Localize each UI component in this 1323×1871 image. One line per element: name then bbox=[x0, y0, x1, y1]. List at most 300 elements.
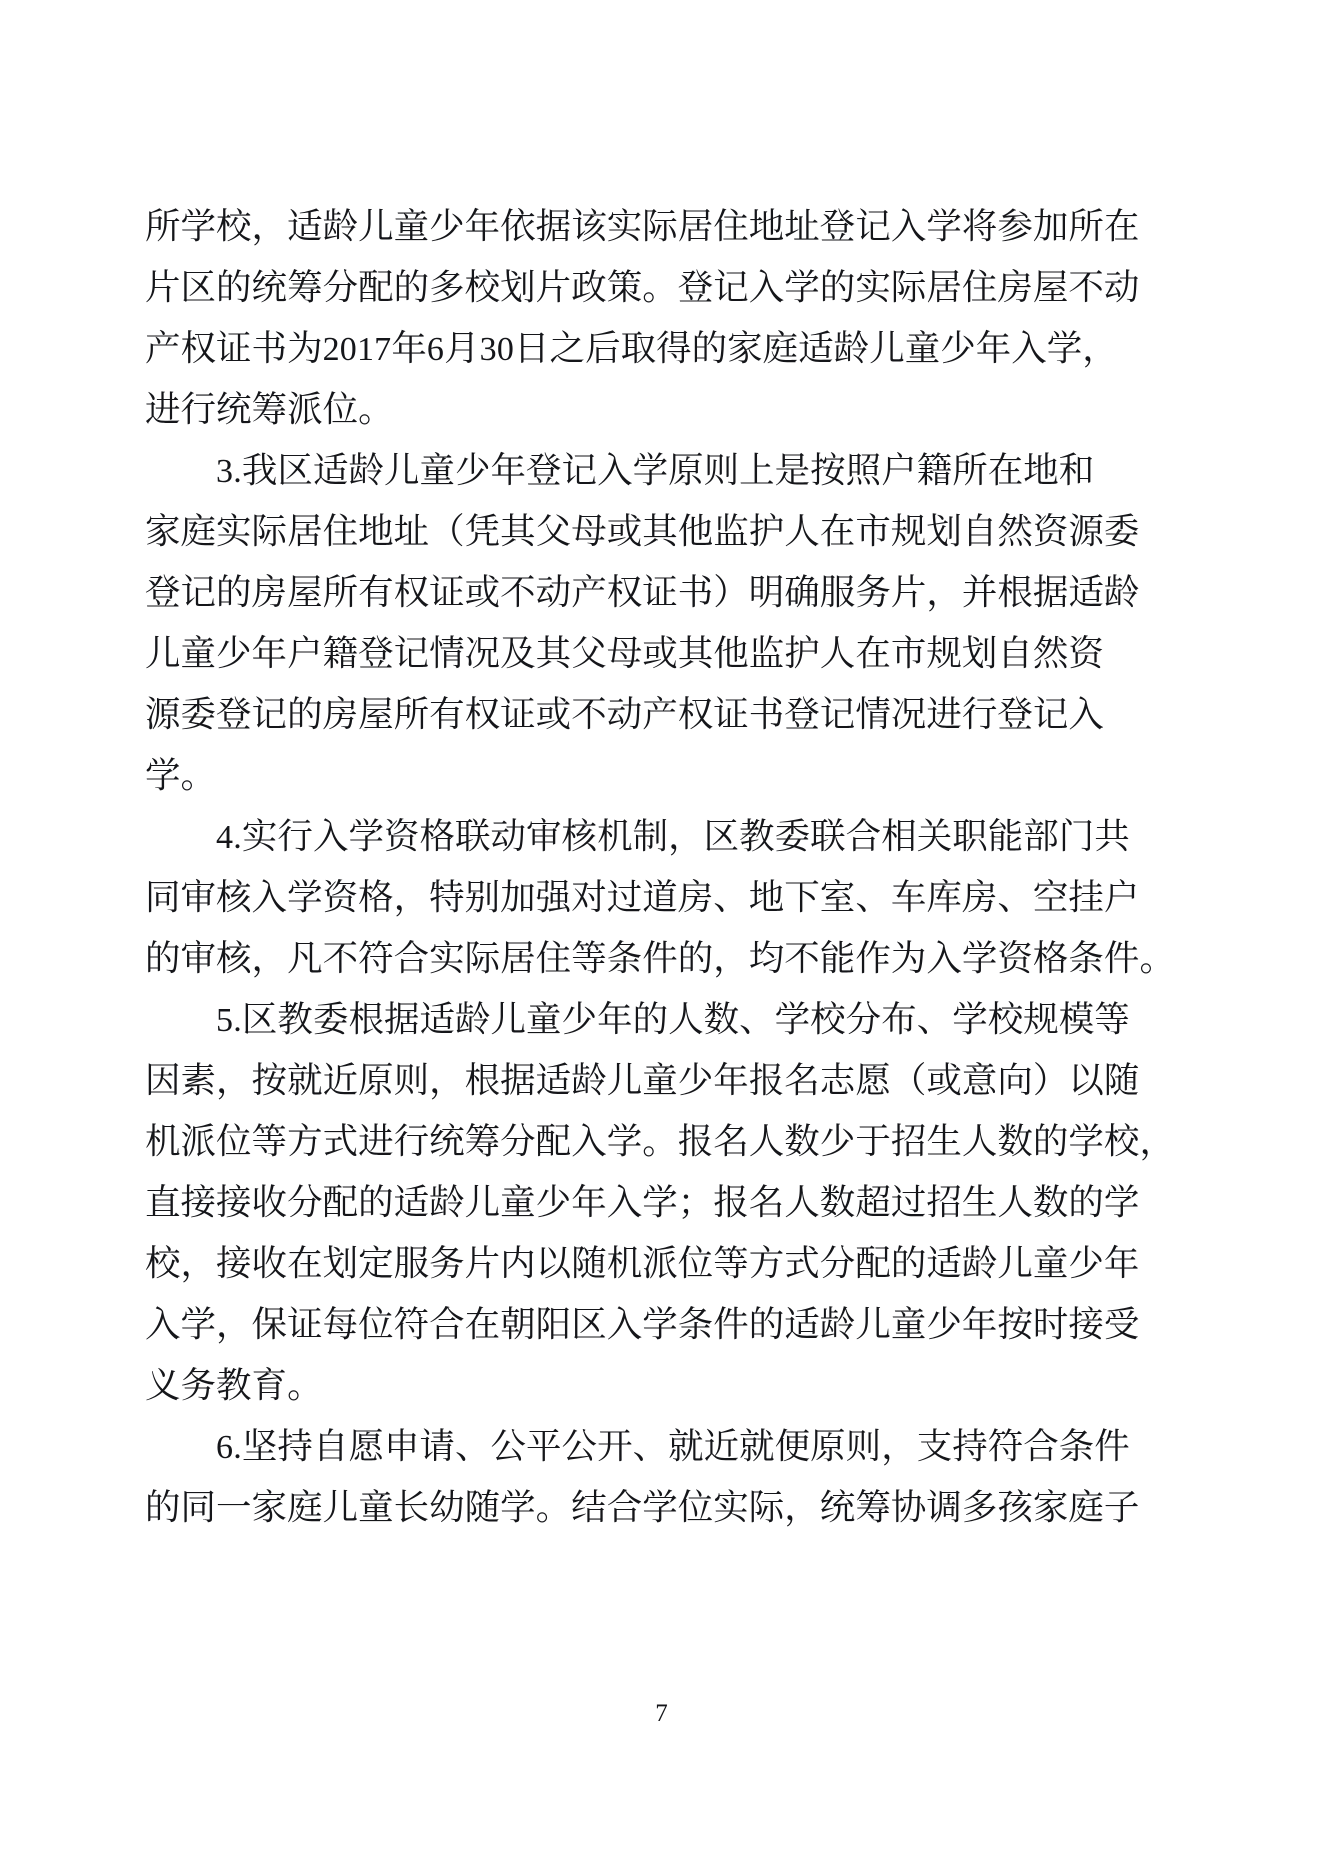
text-glyph: 年 bbox=[713, 1060, 749, 1100]
text-glyph: 的 bbox=[145, 938, 181, 978]
text-line bbox=[145, 1233, 1140, 1294]
text-glyph: ， bbox=[180, 1243, 217, 1283]
text-glyph: 学 bbox=[952, 999, 988, 1039]
text-glyph: 其 bbox=[535, 633, 572, 673]
text-glyph: ） bbox=[713, 572, 749, 612]
text-glyph: 符 bbox=[358, 938, 394, 978]
text-glyph: 别 bbox=[464, 877, 501, 917]
text-glyph: 能 bbox=[987, 816, 1024, 856]
text-line bbox=[145, 1172, 1140, 1233]
text-glyph: 居 bbox=[677, 206, 714, 246]
text-glyph: 动 bbox=[1103, 267, 1140, 307]
text-glyph: 符 bbox=[393, 1304, 430, 1344]
text-glyph: 自 bbox=[961, 511, 998, 551]
text-glyph: 父 bbox=[571, 633, 607, 673]
text-glyph: 近 bbox=[322, 1060, 359, 1100]
text-glyph: 为 bbox=[890, 938, 927, 978]
text-glyph: 情 bbox=[855, 694, 891, 734]
text-glyph: 。 bbox=[358, 389, 394, 429]
text-glyph: 。 bbox=[535, 1487, 572, 1527]
text-glyph: 过 bbox=[890, 1182, 927, 1222]
text-glyph: 产 bbox=[571, 572, 607, 612]
text-glyph: 持 bbox=[952, 1426, 988, 1466]
text-glyph: 人 bbox=[961, 1121, 998, 1161]
text-glyph: 地 bbox=[358, 511, 394, 551]
text-glyph: 片 bbox=[464, 1243, 501, 1283]
text-glyph: 的 bbox=[1068, 1182, 1104, 1222]
text-line bbox=[145, 1111, 1175, 1172]
text-glyph: 适 bbox=[535, 1060, 572, 1100]
text-glyph: 凡 bbox=[287, 938, 323, 978]
text-glyph: 得 bbox=[656, 328, 692, 368]
text-glyph: 童 bbox=[1032, 1243, 1069, 1283]
text-glyph: 政 bbox=[571, 267, 607, 307]
text-glyph: 统 bbox=[819, 1487, 856, 1527]
text-glyph: 然 bbox=[997, 511, 1033, 551]
text-glyph: 则 bbox=[703, 450, 740, 490]
text-glyph: 童 bbox=[180, 633, 217, 673]
text-glyph: 合 bbox=[429, 1304, 465, 1344]
text-line bbox=[145, 806, 1130, 867]
text-glyph: ， bbox=[251, 206, 288, 246]
text-glyph: 学 bbox=[500, 1487, 536, 1527]
text-glyph: 户 bbox=[881, 450, 917, 490]
text-glyph: 学 bbox=[180, 1304, 217, 1344]
text-glyph: 联 bbox=[810, 816, 846, 856]
text-glyph: 适 bbox=[419, 999, 455, 1039]
text-glyph: 接 bbox=[180, 1182, 217, 1222]
text-glyph: 划 bbox=[926, 511, 962, 551]
text-glyph: 少 bbox=[677, 1060, 714, 1100]
text-glyph: 记 bbox=[180, 572, 217, 612]
text-line bbox=[145, 1355, 983, 1416]
text-glyph: 审 bbox=[180, 938, 217, 978]
text-glyph: 及 bbox=[500, 633, 536, 673]
text-line bbox=[145, 745, 983, 806]
text-glyph: 数 bbox=[1032, 1182, 1069, 1222]
text-glyph: 龄 bbox=[833, 328, 870, 368]
text-line bbox=[145, 928, 1175, 989]
text-glyph: 居 bbox=[500, 938, 536, 978]
text-glyph: 动 bbox=[535, 572, 572, 612]
text-glyph: 人 bbox=[784, 1182, 820, 1222]
text-glyph: 所 bbox=[145, 206, 181, 246]
text-line bbox=[145, 1294, 1140, 1355]
text-glyph: 愿 bbox=[855, 1060, 891, 1100]
text-glyph: ， bbox=[216, 1304, 252, 1344]
text-glyph: 的 bbox=[819, 267, 856, 307]
text-glyph: 分 bbox=[287, 1182, 323, 1222]
text-glyph: 学 bbox=[642, 1304, 678, 1344]
text-glyph: 庭 bbox=[1068, 1487, 1104, 1527]
text-glyph: 或 bbox=[606, 511, 643, 551]
text-glyph: 登 bbox=[819, 206, 856, 246]
text-line bbox=[145, 684, 1104, 745]
text-glyph: 其 bbox=[500, 511, 536, 551]
text-glyph: 则 bbox=[393, 1060, 430, 1100]
text-glyph: 学 bbox=[1068, 1121, 1104, 1161]
text-glyph: 资 bbox=[1032, 511, 1069, 551]
text-glyph: 少 bbox=[940, 328, 976, 368]
text-glyph: 原 bbox=[358, 1060, 394, 1100]
text-glyph: 学 bbox=[632, 450, 669, 490]
text-glyph: 素 bbox=[180, 1060, 217, 1100]
text-glyph: 母 bbox=[606, 633, 643, 673]
text-glyph: 行 bbox=[961, 694, 998, 734]
text-glyph: 童 bbox=[500, 1182, 536, 1222]
text-glyph: 少 bbox=[429, 206, 465, 246]
text-glyph: 格 bbox=[1032, 938, 1069, 978]
text-glyph: 入 bbox=[890, 206, 927, 246]
text-glyph: 在 bbox=[819, 511, 856, 551]
text-glyph: 记 bbox=[855, 206, 891, 246]
text-glyph: 证 bbox=[429, 572, 465, 612]
text-glyph: 保 bbox=[251, 1304, 288, 1344]
text-glyph: 区 bbox=[571, 1304, 607, 1344]
text-run: 4. bbox=[216, 819, 242, 856]
text-glyph: 时 bbox=[1032, 1304, 1069, 1344]
text-glyph: 龄 bbox=[961, 1243, 998, 1283]
text-glyph: 定 bbox=[358, 1243, 394, 1283]
text-glyph: 下 bbox=[784, 877, 820, 917]
text-glyph: 式 bbox=[322, 1121, 359, 1161]
text-glyph: 相 bbox=[881, 816, 917, 856]
text-glyph: 不 bbox=[1068, 267, 1104, 307]
text-glyph: 划 bbox=[961, 633, 998, 673]
text-glyph: 请 bbox=[419, 1426, 455, 1466]
text-glyph: 适 bbox=[287, 206, 323, 246]
text-glyph: 务 bbox=[180, 1365, 217, 1405]
text-glyph: 服 bbox=[819, 572, 856, 612]
text-glyph: 屋 bbox=[358, 694, 394, 734]
text-glyph: 派 bbox=[180, 1121, 217, 1161]
text-glyph: 实 bbox=[713, 1487, 749, 1527]
text-glyph: 书 bbox=[677, 572, 714, 612]
text-glyph: 意 bbox=[961, 1060, 998, 1100]
text-glyph: 规 bbox=[1023, 999, 1059, 1039]
text-glyph: 际 bbox=[642, 206, 678, 246]
text-glyph: 其 bbox=[677, 633, 714, 673]
text-glyph: 教 bbox=[216, 1365, 252, 1405]
text-glyph: 件 bbox=[713, 1304, 749, 1344]
text-glyph: 朝 bbox=[500, 1304, 536, 1344]
text-glyph: 制 bbox=[632, 816, 669, 856]
text-glyph: 入 bbox=[606, 1182, 643, 1222]
text-run: 5. bbox=[216, 1002, 242, 1039]
text-glyph: 的 bbox=[1032, 1121, 1069, 1161]
text-glyph: 有 bbox=[429, 694, 465, 734]
text-glyph: 内 bbox=[500, 1243, 536, 1283]
text-glyph: 学 bbox=[961, 938, 998, 978]
text-glyph: 原 bbox=[810, 1426, 846, 1466]
text-glyph: 公 bbox=[561, 1426, 598, 1466]
text-glyph: 申 bbox=[383, 1426, 420, 1466]
text-glyph: 情 bbox=[429, 633, 465, 673]
text-glyph: 房 bbox=[961, 877, 998, 917]
text-glyph: 并 bbox=[961, 572, 998, 612]
text-glyph: 市 bbox=[855, 511, 891, 551]
text-glyph: 委 bbox=[1103, 511, 1140, 551]
text-glyph: 童 bbox=[890, 1304, 927, 1344]
text-glyph: 片 bbox=[535, 267, 572, 307]
text-glyph: 过 bbox=[606, 877, 643, 917]
text-glyph: 报 bbox=[677, 1121, 714, 1161]
text-glyph: 片 bbox=[145, 267, 181, 307]
text-glyph: 按 bbox=[810, 450, 846, 490]
text-glyph: 家 bbox=[145, 511, 181, 551]
text-glyph: 道 bbox=[642, 877, 678, 917]
text-glyph: 父 bbox=[535, 511, 572, 551]
text-line bbox=[145, 989, 1130, 1050]
text-glyph: 同 bbox=[180, 1487, 217, 1527]
text-glyph: 名 bbox=[713, 1121, 749, 1161]
text-line bbox=[145, 562, 1140, 623]
text-glyph: 便 bbox=[774, 1426, 811, 1466]
text-glyph: 护 bbox=[748, 511, 785, 551]
text-glyph: 少 bbox=[535, 1182, 572, 1222]
text-glyph: 。 bbox=[642, 267, 678, 307]
text-glyph: 的 bbox=[287, 694, 323, 734]
text-glyph: 就 bbox=[287, 1060, 323, 1100]
text-glyph: 人 bbox=[784, 511, 820, 551]
text-glyph: 实 bbox=[216, 511, 252, 551]
text-glyph: 记 bbox=[561, 450, 598, 490]
text-glyph: 特 bbox=[429, 877, 465, 917]
text-glyph: 等 bbox=[713, 1243, 749, 1283]
page-body-text bbox=[145, 196, 1175, 1538]
text-glyph: 配 bbox=[855, 1243, 891, 1283]
text-glyph: 适 bbox=[926, 1243, 962, 1283]
text-glyph: 、 bbox=[632, 1426, 669, 1466]
text-glyph: 记 bbox=[713, 267, 749, 307]
text-glyph: 或 bbox=[926, 1060, 962, 1100]
text-line bbox=[145, 1050, 1140, 1111]
text-glyph: 在 bbox=[1103, 206, 1140, 246]
text-line bbox=[145, 623, 1104, 684]
text-glyph: 、 bbox=[739, 999, 775, 1039]
text-glyph: 资 bbox=[1068, 633, 1104, 673]
text-glyph: 支 bbox=[916, 1426, 953, 1466]
text-glyph: 证 bbox=[713, 694, 749, 734]
text-glyph: 部 bbox=[1023, 816, 1059, 856]
text-glyph: 确 bbox=[784, 572, 820, 612]
text-glyph: 然 bbox=[1032, 633, 1069, 673]
text-glyph: 凭 bbox=[464, 511, 501, 551]
text-glyph: 实 bbox=[241, 816, 278, 856]
text-glyph: 审 bbox=[526, 816, 562, 856]
text-glyph: 车 bbox=[890, 877, 927, 917]
text-line bbox=[145, 257, 1140, 318]
text-glyph: 书 bbox=[748, 694, 785, 734]
text-glyph: 收 bbox=[251, 1243, 288, 1283]
text-glyph: 分 bbox=[500, 1121, 536, 1161]
text-glyph: 监 bbox=[748, 633, 785, 673]
text-glyph: 资 bbox=[322, 877, 359, 917]
text-glyph: 规 bbox=[890, 511, 927, 551]
paragraph-item-3 bbox=[145, 440, 1140, 806]
text-glyph: 儿 bbox=[997, 1243, 1033, 1283]
text-glyph: 符 bbox=[987, 1426, 1024, 1466]
text-glyph: 超 bbox=[855, 1182, 891, 1222]
text-glyph: 入 bbox=[606, 1304, 643, 1344]
text-glyph: 书 bbox=[251, 328, 288, 368]
text-glyph: 坚 bbox=[241, 1426, 278, 1466]
text-glyph: 配 bbox=[535, 1121, 572, 1161]
text-glyph: 产 bbox=[145, 328, 181, 368]
text-glyph: 登 bbox=[145, 572, 181, 612]
text-glyph: 。 bbox=[1139, 938, 1175, 978]
text-glyph: 根 bbox=[464, 1060, 501, 1100]
text-glyph: 记 bbox=[251, 694, 288, 734]
text-glyph: 龄 bbox=[571, 1060, 607, 1100]
text-glyph: 庭 bbox=[180, 511, 217, 551]
text-glyph: 件 bbox=[1094, 1426, 1130, 1466]
text-glyph: 、 bbox=[855, 877, 891, 917]
text-glyph: 居 bbox=[926, 267, 962, 307]
text-glyph: 进 bbox=[145, 389, 181, 429]
text-glyph: 入 bbox=[748, 267, 785, 307]
text-glyph: （ bbox=[890, 1060, 927, 1100]
text-glyph: 的 bbox=[393, 267, 430, 307]
text-glyph: 源 bbox=[145, 694, 181, 734]
text-glyph: ） bbox=[1032, 1060, 1069, 1100]
text-glyph: 划 bbox=[500, 267, 536, 307]
text-glyph: 接 bbox=[216, 1243, 252, 1283]
text-glyph: 证 bbox=[216, 328, 252, 368]
text-glyph: 每 bbox=[322, 1304, 359, 1344]
text-glyph: 等 bbox=[1094, 999, 1130, 1039]
text-glyph: 配 bbox=[322, 1182, 359, 1222]
text-glyph: 空 bbox=[1032, 877, 1069, 917]
text-glyph: 或 bbox=[535, 694, 572, 734]
text-glyph: 龄 bbox=[429, 1182, 465, 1222]
text-glyph: 。 bbox=[642, 1121, 678, 1161]
text-glyph: 登 bbox=[358, 633, 394, 673]
text-glyph: 、 bbox=[916, 999, 953, 1039]
text-glyph: 的 bbox=[632, 999, 669, 1039]
text-glyph: 龄 bbox=[348, 450, 384, 490]
text-glyph: 所 bbox=[393, 694, 430, 734]
text-glyph: ， bbox=[881, 1426, 917, 1466]
text-glyph: 名 bbox=[784, 1060, 820, 1100]
text-glyph: 进 bbox=[926, 694, 962, 734]
text-glyph: 入 bbox=[597, 450, 633, 490]
text-glyph: ， bbox=[393, 877, 430, 917]
text-glyph: 或 bbox=[642, 633, 678, 673]
text-glyph: 入 bbox=[1068, 694, 1104, 734]
text-glyph: 他 bbox=[713, 633, 749, 673]
text-line bbox=[145, 867, 1140, 928]
text-glyph: 结 bbox=[571, 1487, 607, 1527]
text-glyph: 住 bbox=[713, 206, 749, 246]
text-run: 30 bbox=[479, 331, 515, 368]
text-glyph: 母 bbox=[571, 511, 607, 551]
text-glyph: 委 bbox=[774, 816, 811, 856]
text-glyph: 年 bbox=[391, 328, 427, 368]
text-glyph: 登 bbox=[677, 267, 714, 307]
text-glyph: 合 bbox=[845, 816, 882, 856]
text-glyph: 统 bbox=[216, 389, 252, 429]
text-glyph: 户 bbox=[1103, 877, 1140, 917]
text-glyph: 籍 bbox=[322, 633, 359, 673]
text-glyph: 向 bbox=[997, 1060, 1033, 1100]
text-glyph: 校 bbox=[216, 206, 252, 246]
text-glyph: 阳 bbox=[535, 1304, 572, 1344]
text-glyph: 童 bbox=[526, 999, 562, 1039]
text-glyph: 适 bbox=[312, 450, 349, 490]
text-glyph: 入 bbox=[926, 938, 962, 978]
text-glyph: 共 bbox=[1094, 816, 1130, 856]
text-glyph: 登 bbox=[526, 450, 562, 490]
text-glyph: 校 bbox=[810, 999, 846, 1039]
text-glyph: 童 bbox=[419, 450, 455, 490]
text-glyph: 策 bbox=[606, 267, 643, 307]
text-glyph: 屋 bbox=[287, 572, 323, 612]
text-glyph: 筹 bbox=[464, 1121, 501, 1161]
text-glyph: 龄 bbox=[322, 206, 359, 246]
text-glyph: 协 bbox=[890, 1487, 927, 1527]
text-line bbox=[145, 379, 983, 440]
text-glyph: 学 bbox=[774, 999, 811, 1039]
text-glyph: 近 bbox=[703, 1426, 740, 1466]
text-glyph: 直 bbox=[145, 1182, 181, 1222]
text-glyph: 家 bbox=[251, 1487, 288, 1527]
text-glyph: 的 bbox=[145, 1487, 181, 1527]
text-run: 2017 bbox=[322, 331, 392, 368]
text-glyph: 则 bbox=[845, 1426, 882, 1466]
text-glyph: 儿 bbox=[869, 328, 905, 368]
text-glyph: 数 bbox=[703, 999, 740, 1039]
text-glyph: 子 bbox=[1103, 1487, 1140, 1527]
text-glyph: 教 bbox=[739, 816, 775, 856]
text-glyph: 核 bbox=[216, 938, 252, 978]
text-glyph: 的 bbox=[748, 1304, 785, 1344]
text-glyph: 少 bbox=[1068, 1243, 1104, 1283]
text-glyph: ， bbox=[216, 1060, 252, 1100]
text-glyph: 根 bbox=[997, 572, 1033, 612]
text-glyph: 校 bbox=[1103, 1121, 1140, 1161]
text-glyph: 划 bbox=[322, 1243, 359, 1283]
text-glyph: 校 bbox=[987, 999, 1024, 1039]
text-glyph: 模 bbox=[1058, 999, 1095, 1039]
text-glyph: 年 bbox=[597, 999, 633, 1039]
text-glyph: 统 bbox=[429, 1121, 465, 1161]
text-glyph: 房 bbox=[322, 694, 359, 734]
text-glyph: 学 bbox=[348, 816, 384, 856]
text-line bbox=[145, 1477, 1140, 1538]
text-glyph: 加 bbox=[1032, 206, 1069, 246]
text-glyph: 将 bbox=[961, 206, 998, 246]
text-glyph: 不 bbox=[500, 572, 536, 612]
text-glyph: 上 bbox=[739, 450, 775, 490]
text-glyph: 市 bbox=[890, 633, 927, 673]
text-glyph: 长 bbox=[393, 1487, 430, 1527]
text-glyph: 证 bbox=[642, 572, 678, 612]
text-glyph: 适 bbox=[1068, 572, 1104, 612]
text-glyph: 取 bbox=[620, 328, 657, 368]
text-glyph: 校 bbox=[464, 267, 501, 307]
text-glyph: 学 bbox=[145, 755, 181, 795]
text-line bbox=[145, 196, 1140, 257]
text-glyph: 随 bbox=[1103, 1060, 1140, 1100]
text-glyph: 入 bbox=[571, 1121, 607, 1161]
text-glyph: 际 bbox=[748, 1487, 785, 1527]
text-glyph: 作 bbox=[855, 938, 891, 978]
text-glyph: 加 bbox=[500, 877, 536, 917]
text-glyph: 机 bbox=[606, 1243, 643, 1283]
text-glyph: 持 bbox=[277, 1426, 313, 1466]
text-glyph: 生 bbox=[961, 1182, 998, 1222]
